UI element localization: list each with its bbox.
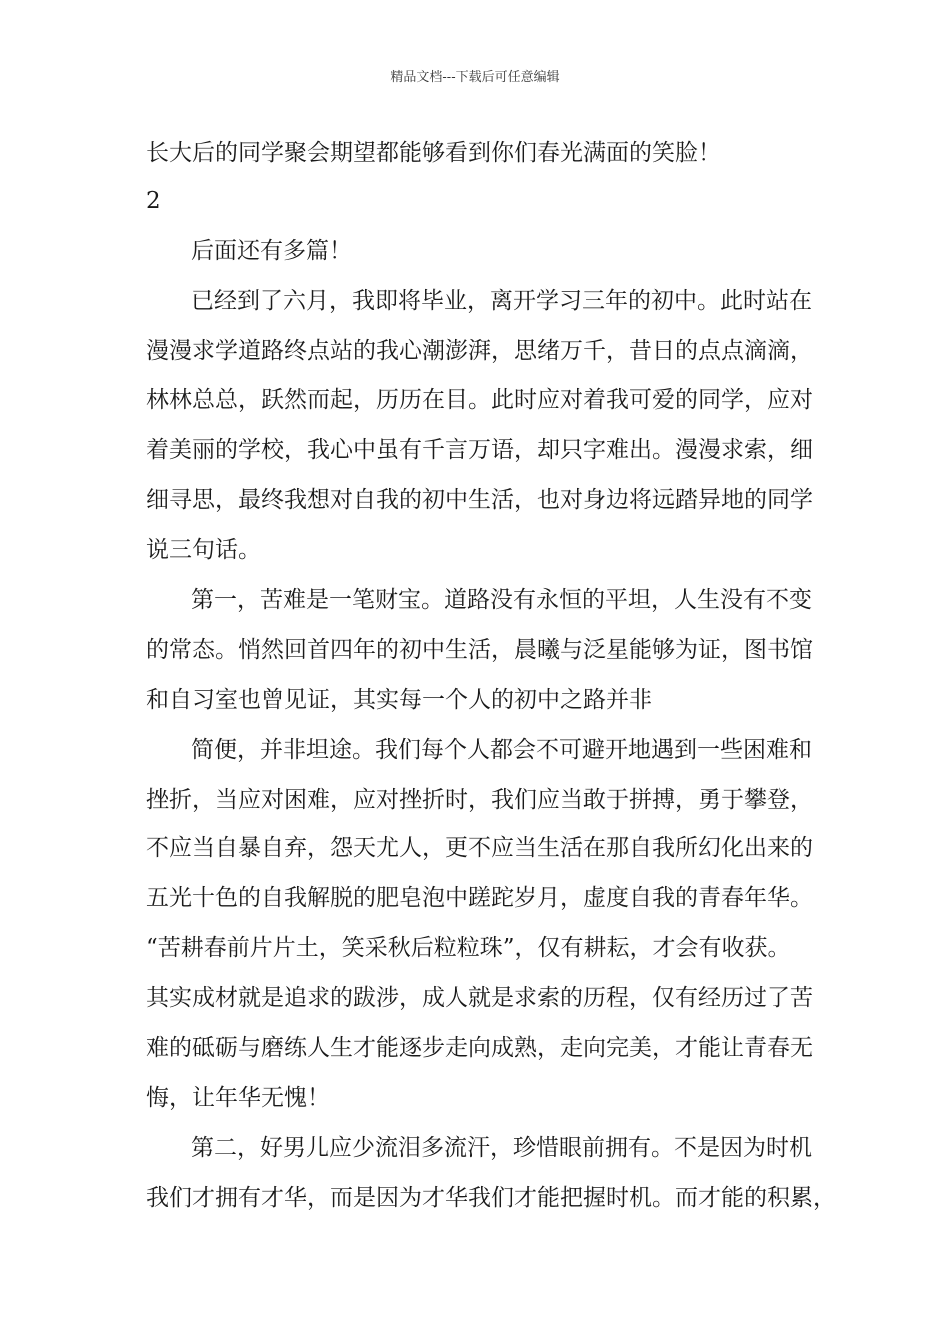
body-line: 其实成材就是追求的跋涉，成人就是求索的历程，仅有经历过了苦 bbox=[146, 985, 813, 1011]
body-line: 我们才拥有才华，而是因为才华我们才能把握时机。而才能的积累， bbox=[146, 1185, 836, 1211]
body-line: 难的砥砺与磨练人生才能逐步走向成熟，走向完美，才能让青春无 bbox=[146, 1035, 813, 1061]
body-line: 和自习室也曾见证，其实每一个人的初中之路并非 bbox=[146, 687, 652, 713]
body-line: 第一，苦难是一笔财宝。道路没有永恒的平坦，人生没有不变 bbox=[191, 587, 812, 613]
body-line: 林林总总，跃然而起，历历在目。此时应对着我可爱的同学，应对 bbox=[146, 387, 813, 413]
body-line: 2 bbox=[146, 188, 161, 214]
body-line: 已经到了六月，我即将毕业，离开学习三年的初中。此时站在 bbox=[191, 288, 812, 314]
body-line: 细寻思，最终我想对自我的初中生活，也对身边将远踏异地的同学 bbox=[146, 487, 813, 513]
body-line: 五光十色的自我解脱的肥皂泡中蹉跎岁月，虚度自我的青春年华。 bbox=[146, 885, 813, 911]
body-line: 着美丽的学校，我心中虽有千言万语，却只字难出。漫漫求索，细 bbox=[146, 437, 813, 463]
body-line: 不应当自暴自弃，怨天尤人，更不应当生活在那自我所幻化出来的 bbox=[146, 835, 813, 861]
body-line: 漫漫求学道路终点站的我心潮澎湃，思绪万千，昔日的点点滴滴， bbox=[146, 338, 813, 364]
page-header: 精品文档---下载后可任意编辑 bbox=[390, 70, 560, 85]
body-line: 后面还有多篇！ bbox=[191, 238, 352, 264]
body-line: 的常态。悄然回首四年的初中生活，晨曦与泛星能够为证，图书馆 bbox=[146, 637, 813, 663]
body-line: 长大后的同学聚会期望都能够看到你们春光满面的笑脸！ bbox=[146, 140, 721, 166]
body-line: 说三句话。 bbox=[146, 537, 261, 563]
body-line: 挫折，当应对困难，应对挫折时，我们应当敢于拼搏，勇于攀登， bbox=[146, 787, 813, 813]
body-line: 第二，好男儿应少流泪多流汗，珍惜眼前拥有。不是因为时机 bbox=[191, 1135, 812, 1161]
body-line: 悔，让年华无愧！ bbox=[146, 1085, 330, 1111]
body-line: 简便，并非坦途。我们每个人都会不可避开地遇到一些困难和 bbox=[191, 737, 812, 763]
body-line: “苦耕春前片片土，笑采秋后粒粒珠”，仅有耕耘，才会有收获。 bbox=[146, 935, 791, 961]
